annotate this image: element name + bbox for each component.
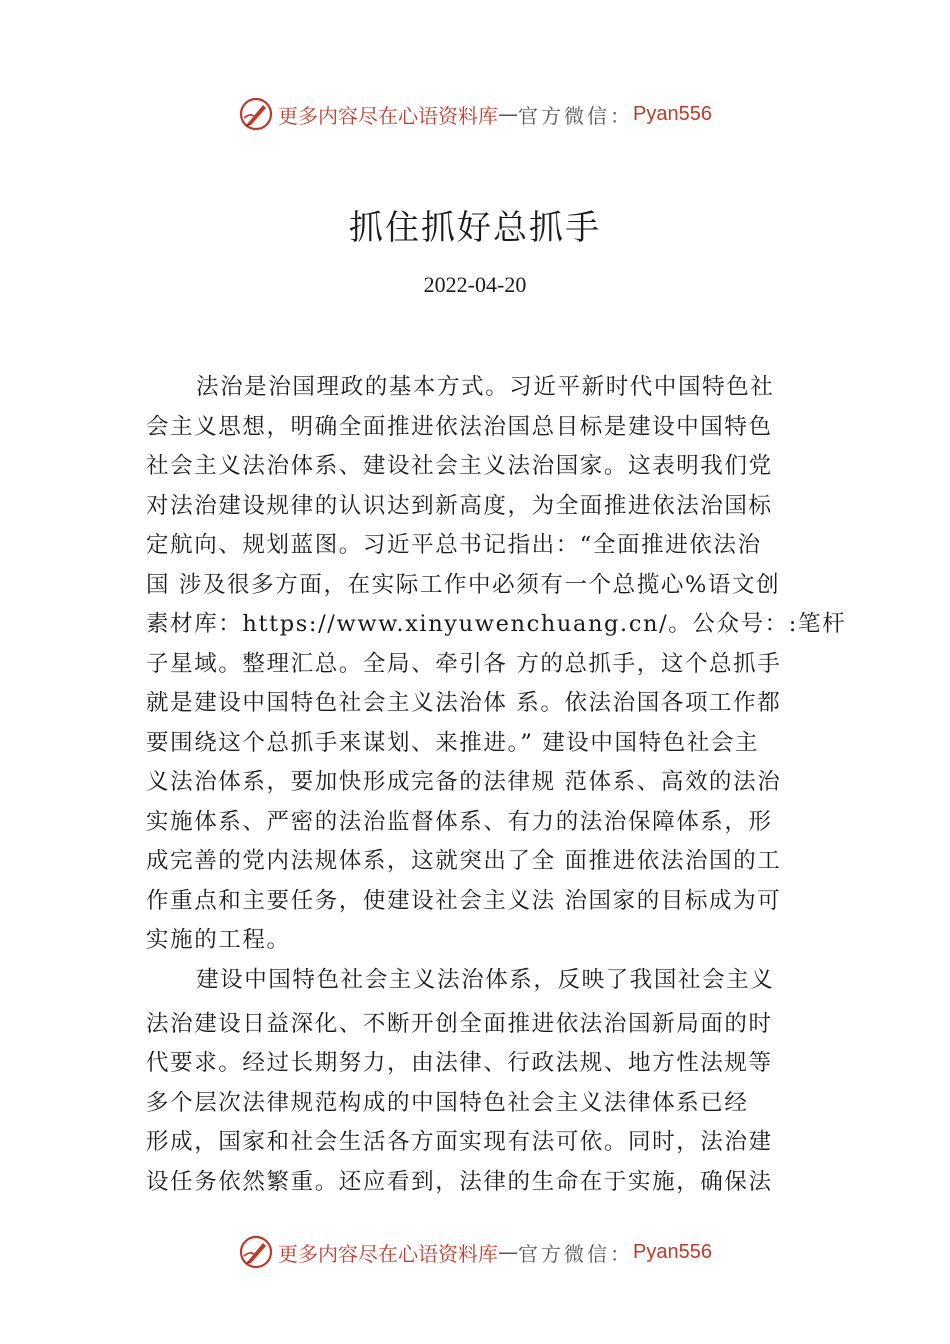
paragraph-line: 就是建设中国特色社会主义法治体 系。依法治国各项工作都: [146, 690, 782, 716]
banner-code: Pyan556: [633, 1240, 712, 1263]
pen-logo-icon: [238, 1234, 274, 1270]
paragraph-line: 要围绕这个总抓手来谋划、来推进。” 建设中国特色社会主: [146, 729, 760, 756]
paragraph-line: 作重点和主要任务，使建设社会主义法 治国家的目标成为可: [146, 887, 782, 914]
banner-code: Pyan556: [633, 102, 712, 125]
paragraph-line: 义法治体系，要加快形成完备的法律规 范体系、高效的法治: [146, 769, 782, 795]
banner-gray-text: 官方微信：: [518, 103, 634, 128]
paragraph-line: 对法治建设规律的认识达到新高度，为全面推进依法治国标: [146, 492, 773, 519]
paragraph-line: 社会主义法治体系、建设社会主义法治国家。这表明我们党: [146, 453, 773, 479]
banner-red-text: 更多内容尽在心语资料库: [278, 103, 499, 128]
paragraph-line: 成完善的党内法规体系，这就突出了全 面推进依法治国的工: [146, 848, 782, 874]
paragraph-line: 建设中国特色社会主义法治体系，反映了我国社会主义: [196, 967, 775, 993]
banner-red-text: 更多内容尽在心语资料库: [278, 1241, 499, 1266]
banner-separator: —: [498, 1240, 519, 1264]
article-date: 2022-04-20: [423, 272, 527, 297]
paragraph-line: 实施的工程。: [146, 927, 291, 953]
banner-separator: —: [498, 102, 519, 126]
paragraph-line: 形成，国家和社会生活各方面实现有法可依。同时，法治建: [146, 1129, 773, 1155]
paragraph-line: 国 涉及很多方面，在实际工作中必须有一个总揽心%语文创: [146, 571, 781, 598]
paragraph-line: 法治建设日益深化、不断开创全面推进依法治国新局面的时: [146, 1010, 773, 1037]
paragraph-line: 多个层次法律规范构成的中国特色社会主义法律体系已经: [146, 1089, 749, 1116]
banner-gray-text: 官方微信：: [518, 1241, 634, 1266]
paragraph-line: 设任务依然繁重。还应看到，法律的生命在于实施，确保法: [146, 1168, 773, 1195]
paragraph-line: 子星域。整理汇总。全局、牵引各 方的总抓手，这个总抓手: [146, 650, 782, 677]
paragraph-line: 实施体系、严密的法治监督体系、有力的法治保障体系，形: [146, 808, 773, 835]
header-banner: [0, 94, 950, 134]
article-title: 抓住抓好总抓手: [349, 208, 601, 248]
paragraph-line: 法治是治国理政的基本方式。习近平新时代中国特色社: [196, 374, 775, 400]
paragraph-line: 代要求。经过长期努力，由法律、行政法规、地方性法规等: [146, 1050, 773, 1076]
paragraph-line: 会主义思想，明确全面推进依法治国总目标是建设中国特色: [146, 413, 773, 440]
paragraph-1: [146, 368, 847, 961]
paragraph-2: [146, 961, 826, 1202]
pen-logo-icon: [238, 96, 274, 132]
footer-banner: [0, 1232, 950, 1272]
paragraph-line: 定航向、规划蓝图。习近平总书记指出：“全面推进依法治: [146, 532, 762, 558]
paragraph-line: 素材库：https://www.xinyuwenchuang.cn/。公众号：:笔杆: [146, 611, 847, 637]
